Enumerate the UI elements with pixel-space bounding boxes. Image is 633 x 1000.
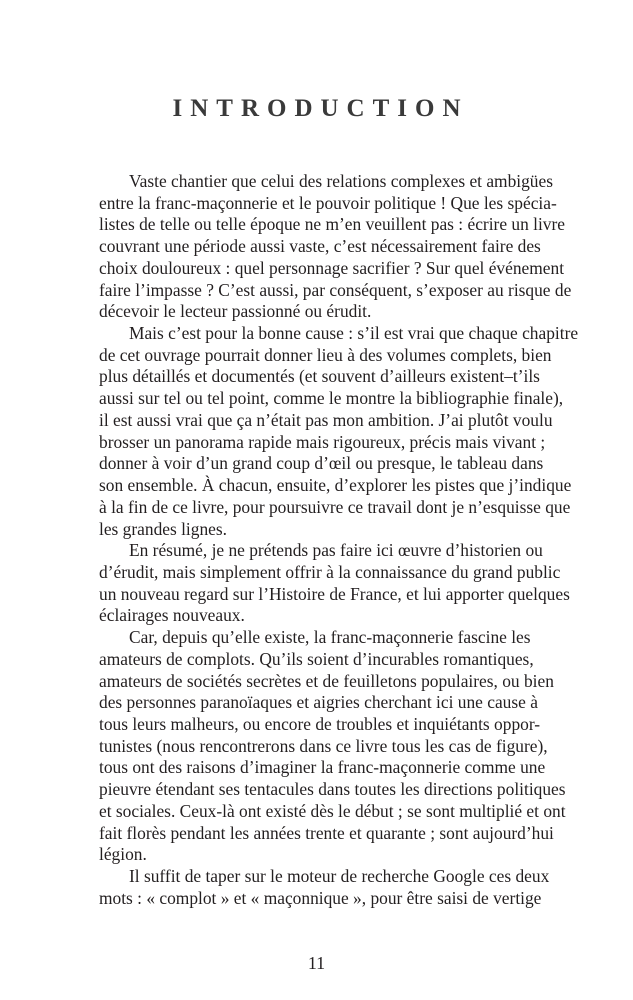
text-line: légion.: [99, 844, 147, 865]
text-line: tous ont des raisons d’imaginer la franc-maçonnerie comme une: [99, 757, 546, 778]
text-line: Il suffit de taper sur le moteur de recherche Google ces deux: [129, 866, 550, 886]
text-line: En résumé, je ne prétends pas faire ici œuvre d’historien ou: [129, 540, 543, 561]
paragraph-2: [99, 323, 579, 540]
text-line: mots : « complot » et « maçonnique », pour être saisi de vertige: [99, 887, 542, 908]
text-line: aussi sur tel ou tel point, comme le montre la bibliographie finale),: [99, 388, 564, 409]
text-line: tous leurs malheurs, ou encore de troubles et inquiétants oppor-: [99, 713, 541, 734]
page-number: 11: [307, 953, 326, 973]
text-line: plus détaillés et documentés (et souvent d’ailleurs existent–t’ils: [99, 366, 540, 387]
text-line: les grandes lignes.: [99, 518, 227, 539]
text-line: son ensemble. À chacun, ensuite, d’explorer les pistes que j’indique: [99, 475, 572, 496]
text-line: il est aussi vrai que ça n’était pas mon ambition. J’ai plutôt voulu: [99, 409, 553, 430]
text-line: éclairages nouveaux.: [99, 605, 245, 626]
body-text: [99, 171, 579, 909]
text-line: tunistes (nous rencontrerons dans ce livre tous les cas de figure),: [99, 735, 548, 756]
text-line: entre la franc-maçonnerie et le pouvoir politique ! Que les spécia-: [99, 192, 557, 213]
paragraph-4: [99, 627, 566, 866]
text-line: Mais c’est pour la bonne cause : s’il est vrai que chaque chapitre: [129, 323, 579, 344]
text-line: donner à voir d’un grand coup d’œil ou presque, le tableau dans: [99, 453, 544, 474]
paragraph-1: [99, 171, 572, 323]
text-line: pieuvre étendant ses tentacules dans toutes les directions politiques: [99, 779, 566, 800]
text-line: amateurs de sociétés secrètes et de feuilletons populaires, ou bien: [99, 670, 554, 691]
text-line: des personnes paranoïaques et aigries cherchant ici une cause à: [99, 692, 538, 713]
text-line: couvrant une période aussi vaste, c’est nécessairement faire des: [99, 236, 541, 257]
text-line: choix douloureux : quel personnage sacrifier ? Sur quel événement: [99, 257, 565, 278]
text-line: de cet ouvrage pourrait donner lieu à des volumes complets, bien: [99, 344, 552, 365]
text-line: à la fin de ce livre, pour poursuivre ce travail dont je n’esquisse que: [99, 496, 571, 517]
text-line: et sociales. Ceux-là ont existé dès le début ; se sont multiplié et ont: [99, 800, 566, 821]
text-line: Vaste chantier que celui des relations complexes et ambigües: [129, 171, 553, 191]
text-line: fait florès pendant les années trente et quarante ; sont aujourd’hui: [99, 822, 554, 843]
text-line: Car, depuis qu’elle existe, la franc-maçonnerie fascine les: [129, 627, 531, 648]
text-line: décevoir le lecteur passionné ou érudit.: [99, 301, 372, 322]
text-line: un nouveau regard sur l’Histoire de France, et lui apporter quelques: [99, 583, 570, 604]
text-line: brosser un panorama rapide mais rigoureux, précis mais vivant ;: [99, 431, 546, 452]
paragraph-5: [99, 866, 550, 909]
chapter-title: INTRODUCTION: [172, 95, 469, 122]
text-line: listes de telle ou telle époque ne m’en veuillent pas : écrire un livre: [99, 214, 565, 235]
text-line: d’érudit, mais simplement offrir à la connaissance du grand public: [99, 561, 561, 582]
paragraph-3: [99, 540, 570, 627]
text-line: faire l’impasse ? C’est aussi, par conséquent, s’exposer au risque de: [99, 279, 572, 300]
text-line: amateurs de complots. Qu’ils soient d’incurables romantiques,: [99, 648, 534, 669]
